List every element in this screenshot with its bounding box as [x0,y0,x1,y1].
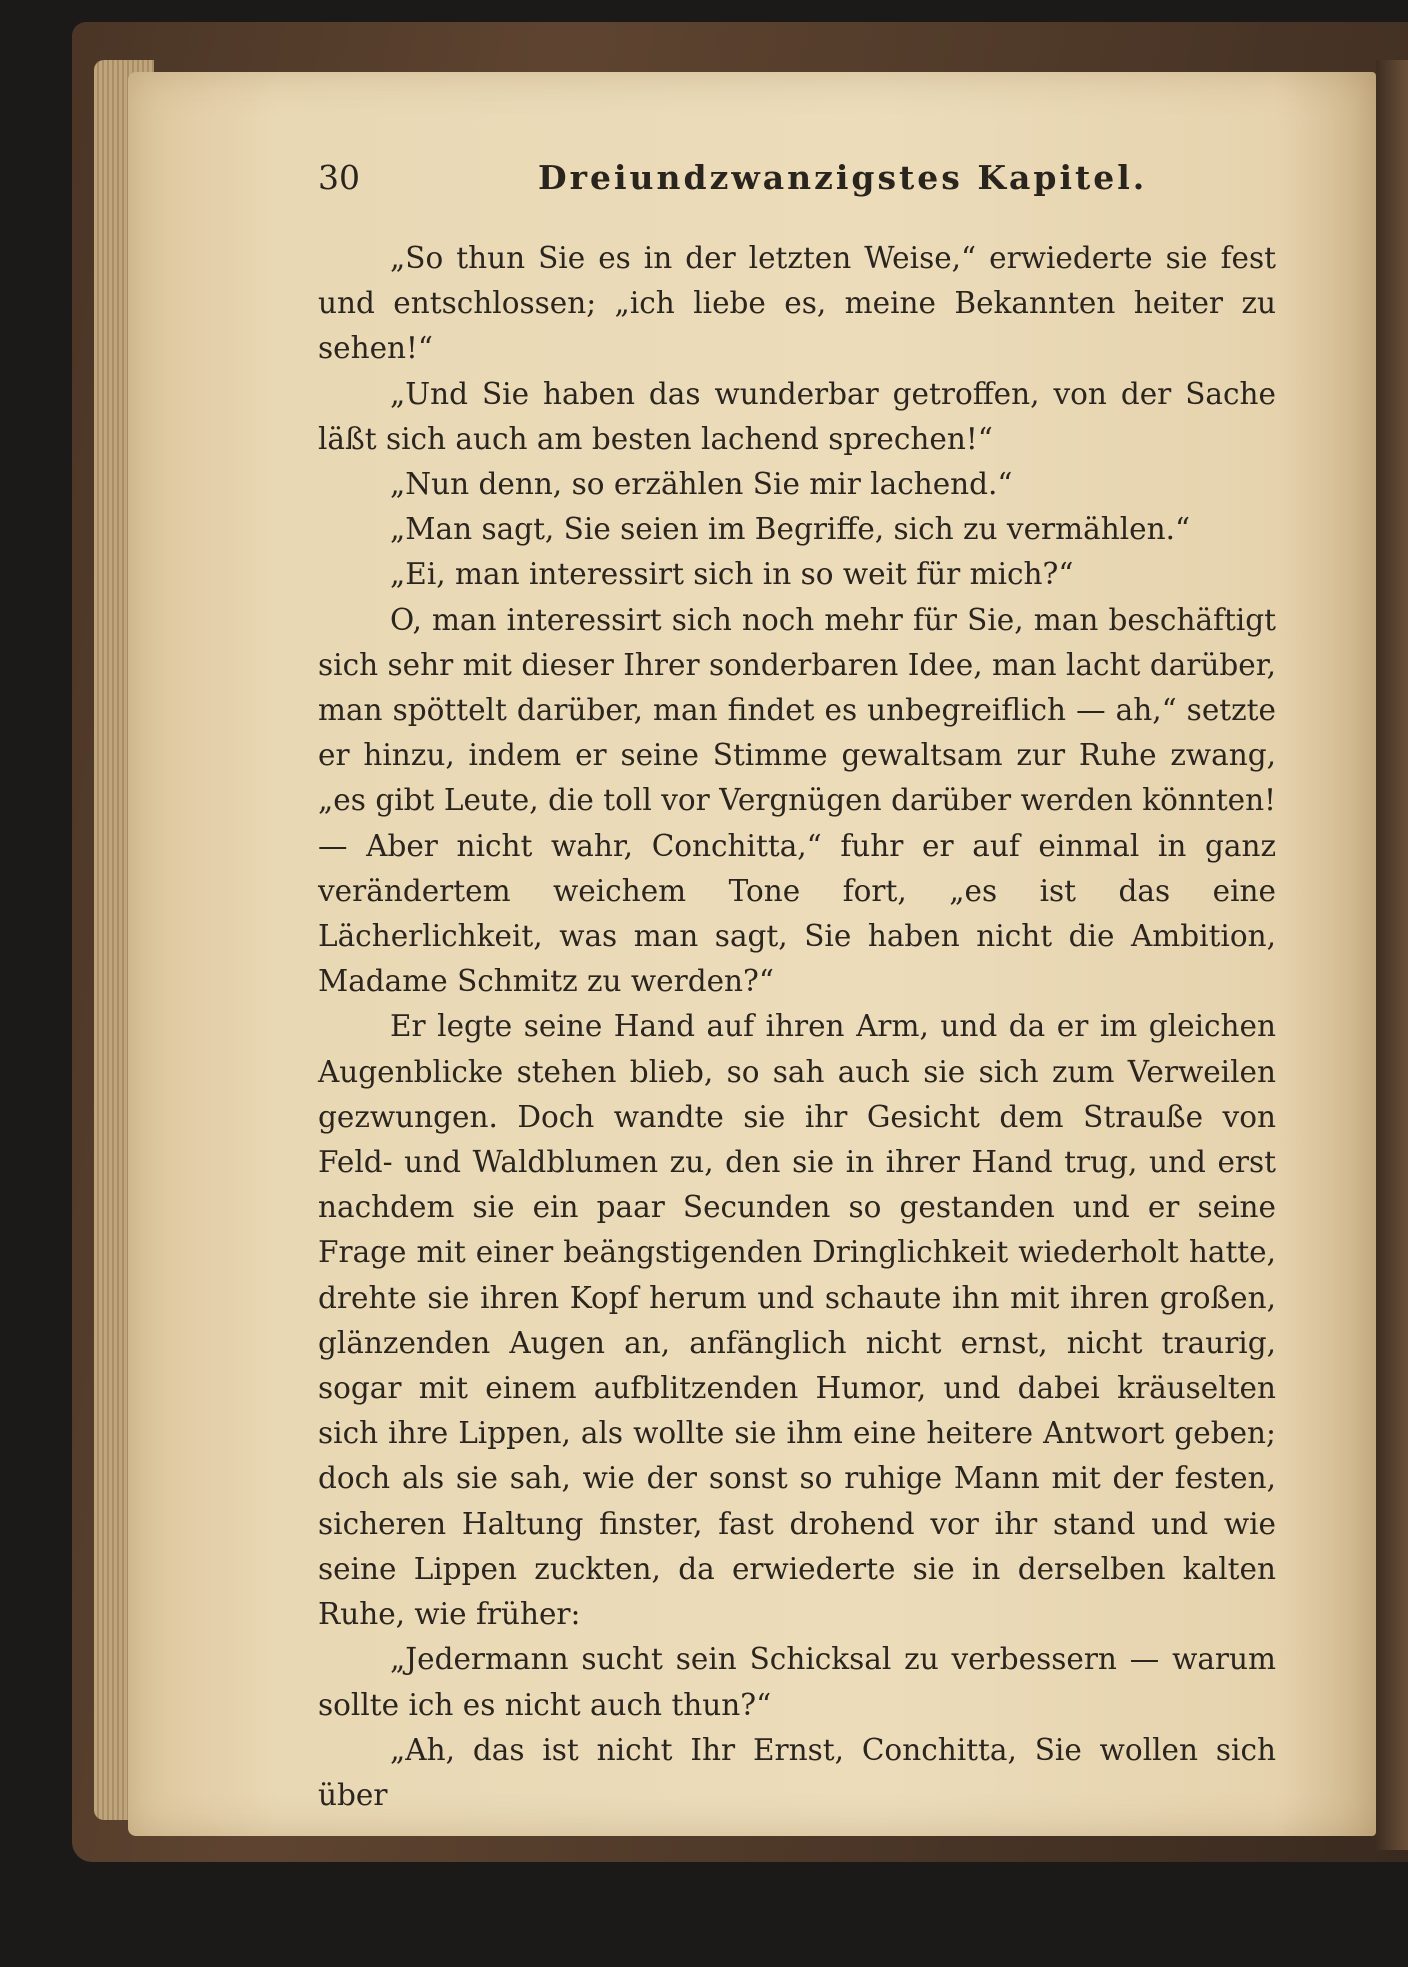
paragraph: „Man sagt, Sie seien im Begriffe, sich zu vermählen.“ [390,512,1191,547]
running-head: Dreiundzwanzigstes Kapitel. [538,158,1148,197]
paragraph: „Ei, man interessirt sich in so weit für mich?“ [390,557,1074,592]
page-header [318,158,1274,200]
book-gutter [1376,60,1408,1850]
body-text [318,236,1276,1818]
paragraph: „Nun denn, so erzählen Sie mir lachend.“ [390,467,1013,502]
paragraph: „Jedermann sucht sein Schicksal zu verbessern — warum sollte ich es nicht auch thun?“ [318,1642,1276,1722]
paragraph: „Und Sie haben das wunderbar getroffen, von der Sache läßt sich auch am besten lachend sprechen!“ [318,376,1276,456]
paragraph: „So thun Sie es in der letzten Weise,“ erwiederte sie fest und entschlossen; „ich liebe es, meine Bekannten heiter zu sehen!“ [318,241,1276,366]
paragraph: „Ah, das ist nicht Ihr Ernst, Conchitta, Sie wollen sich über [318,1732,1276,1812]
paragraph: Er legte seine Hand auf ihren Arm, und da er im gleichen Augenblicke stehen blieb, so sah auch sie sich zum Verweilen gezwungen. Doch wandte sie ihr Gesicht dem Strauße von Feld- und Waldblumen zu, den sie in ihrer Hand trug, und erst nachdem sie ein paar Secunden so gestanden und er seine Frage mit einer beängstigenden Dringlichkeit wiederholt hatte, drehte sie ihren Kopf herum und schaute ihn mit ihren großen, glänzenden Augen an, anfänglich nicht ernst, nicht traurig, sogar mit einem aufblitzenden Humor, und dabei kräuselten sich ihre Lippen, als wollte sie ihm eine heitere Antwort geben; doch als sie sah, wie der sonst so ruhige Mann mit der festen, sicheren Haltung finster, fast drohend vor ihr stand und wie seine Lippen zuckten, da erwiederte sie in derselben kalten Ruhe, wie früher: [318,1009,1276,1632]
paragraph: O, man interessirt sich noch mehr für Sie, man beschäftigt sich sehr mit dieser Ihrer sonderbaren Idee, man lacht darüber, man spöttelt darüber, man findet es unbegreiflich — ah,“ setzte er hinzu, indem er seine Stimme gewaltsam zur Ruhe zwang, „es gibt Leute, die toll vor Vergnügen darüber werden könnten! — Aber nicht wahr, Conchitta,“ fuhr er auf einmal in ganz verändertem weichem Tone fort, „es ist das eine Lächerlichkeit, was man sagt, Sie haben nicht die Ambition, Madame Schmitz zu werden?“ [318,602,1276,999]
page-number: 30 [318,158,360,197]
